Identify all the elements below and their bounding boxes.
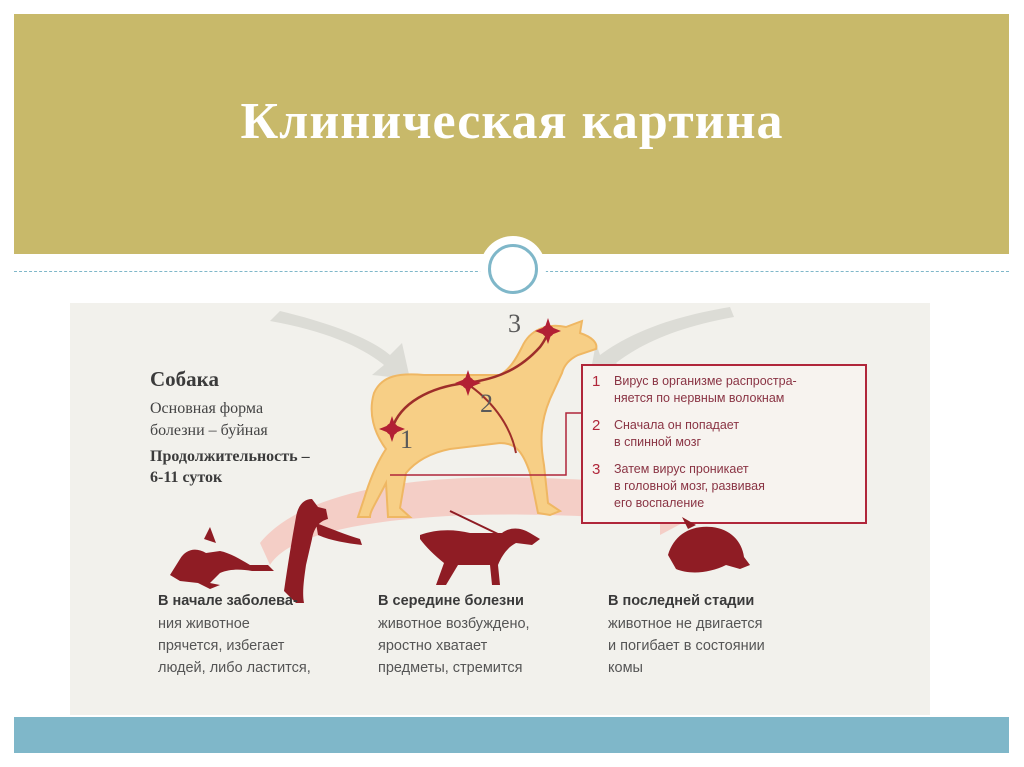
duration-line: 6-11 суток: [150, 469, 223, 486]
step-number: 1: [592, 373, 601, 390]
stage-text: людей, либо ластится,: [158, 660, 311, 676]
step-text: Вирус в организме распростра-: [614, 374, 797, 388]
step-number: 2: [592, 417, 601, 434]
stage-text: прячется, избегает: [158, 638, 285, 654]
stage-text: животное возбуждено,: [378, 616, 530, 632]
stage-text: яростно хватает: [378, 638, 488, 654]
stage-text: ния животное: [158, 616, 250, 632]
disease-form-line: болезни – буйная: [150, 422, 268, 439]
stage-heading: В последней стадии: [608, 593, 755, 609]
step-text: в спинной мозг: [614, 435, 702, 449]
slide-title: Клиническая картина: [240, 93, 784, 150]
marker-3: 3: [508, 309, 521, 338]
stage-text: животное не двигается: [608, 616, 763, 632]
step-text: няется по нервным волокнам: [614, 391, 785, 405]
step-text: в головной мозг, развивая: [614, 479, 765, 493]
step-text: Затем вирус проникает: [614, 462, 749, 476]
duration-line: Продолжительность –: [150, 448, 310, 465]
step-number: 3: [592, 461, 601, 478]
marker-2: 2: [480, 389, 493, 418]
dog-dying-icon: [668, 517, 750, 572]
dog-aggressive-icon: [420, 511, 540, 585]
rabies-infographic: [70, 303, 930, 715]
step-text: его воспаление: [614, 496, 705, 510]
stage-text: предметы, стремится: [378, 660, 523, 676]
disease-form-line: Основная форма: [150, 400, 264, 417]
marker-1: 1: [400, 425, 413, 454]
bottom-band: [14, 717, 1009, 753]
stage-heading: В начале заболева-: [158, 593, 298, 609]
stage-text: и погибает в состоянии: [608, 638, 765, 654]
divider-ring-icon: [488, 244, 538, 294]
step-text: Сначала он попадает: [614, 418, 740, 432]
stage-text: комы: [608, 660, 643, 676]
grey-arrow-left: [270, 311, 410, 379]
animal-heading: Собака: [150, 367, 219, 391]
stage-heading: В середине болезни: [378, 593, 524, 609]
